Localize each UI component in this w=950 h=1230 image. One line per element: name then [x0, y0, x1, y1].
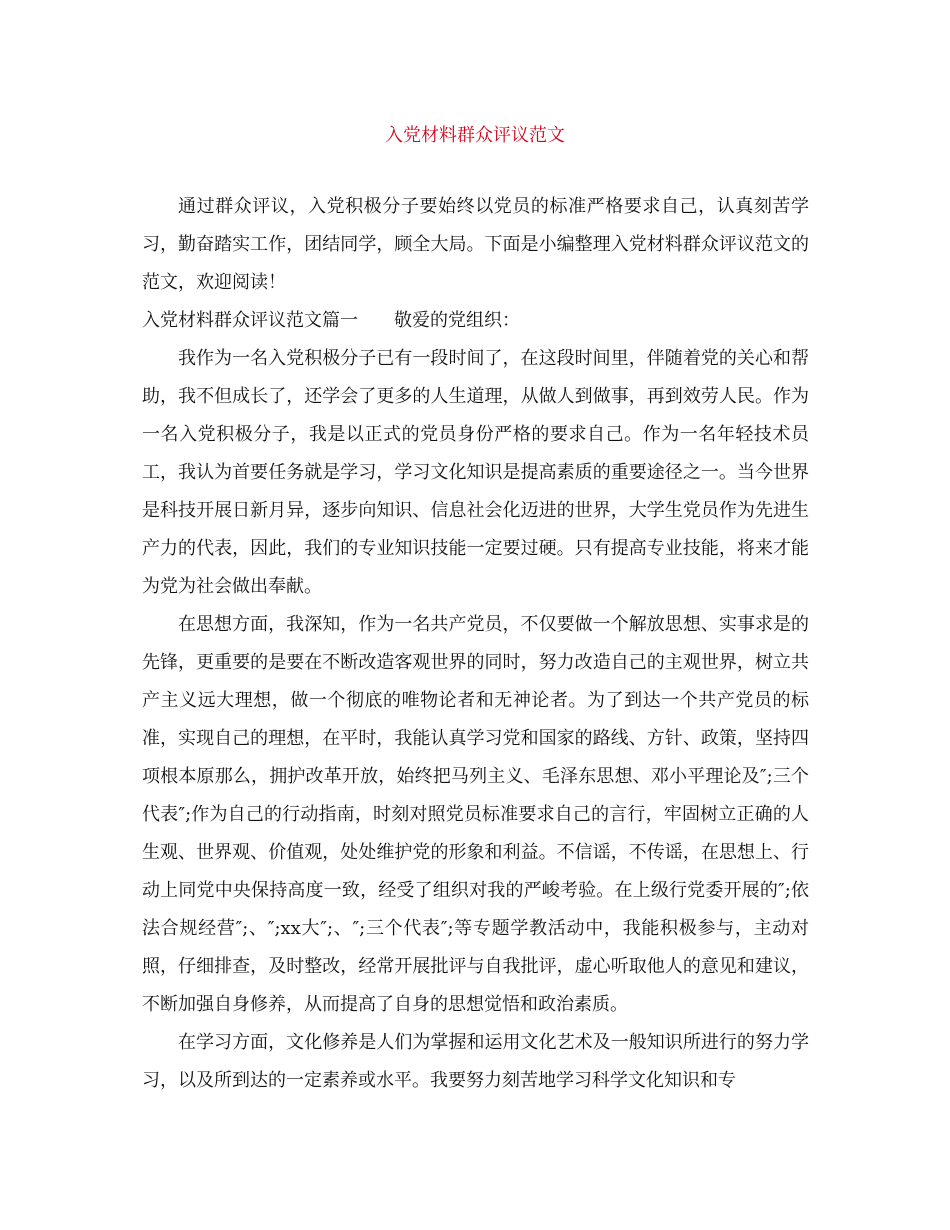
body-paragraph: 我作为一名入党积极分子已有一段时间了，在这段时间里，伴随着党的关心和帮助，我不但成长了，还学会了更多的人生道理，从做人到做事，再到效劳人民。作为一名入党积极分子，我是以正式的党员身份严格的要求自己。作为一名年轻技术员工，我认为首要任务就是学习，学习文化知识是提高素质的重要途径之一。当今世界是科技开展日新月异，逐步向知识、信息社会化迈进的世界，大学生党员作为先进生产力的代表，因此，我们的专业知识技能一定要过硬。只有提高专业技能，将来才能为党为社会做出奉献。 [142, 348, 809, 597]
intro-paragraph: 通过群众评议，入党积极分子要始终以党员的标准严格要求自己，认真刻苦学习，勤奋踏实工作，团结同学，顾全大局。下面是小编整理入党材料群众评议范文的范文，欢迎阅读！ [142, 196, 809, 293]
section-heading: 入党材料群众评议范文篇一 敬爱的党组织： [142, 310, 520, 331]
document-title: 入党材料群众评议范文 [385, 125, 565, 146]
document-body [142, 188, 809, 1100]
body-paragraph: 在思想方面，我深知，作为一名共产党员，不仅要做一个解放思想、实事求是的先锋，更重要的是要在不断改造客观世界的同时，努力改造自己的主观世界，树立共产主义远大理想，做一个彻底的唯物论者和无神论者。为了到达一个共产党员的标准，实现自己的理想，在平时，我能认真学习党和国家的路线、方针、政策，坚持四项根本原那么，拥护改革开放，始终把马列主义、毛泽东思想、邓小平理论及″;三个代表″;作为自己的行动指南，时刻对照党员标准要求自己的言行，牢固树立正确的人生观、世界观、价值观，处处维护党的形象和利益。不信谣，不传谣，在思想上、行动上同党中央保持高度一致，经受了组织对我的严峻考验。在上级行党委开展的″;依法合规经营″;、″;xx大″;、″;三个代表″;等专题学教活动中，我能积极参与，主动对照，仔细排查，及时整改，经常开展批评与自我批评，虚心听取他人的意见和建议，不断加强自身修养，从而提高了自身的思想觉悟和政治素质。 [142, 614, 809, 1015]
body-paragraph: 在学习方面，文化修养是人们为掌握和运用文化艺术及一般知识所进行的努力学习，以及所到达的一定素养或水平。我要努力刻苦地学习科学文化知识和专 [142, 1032, 809, 1091]
